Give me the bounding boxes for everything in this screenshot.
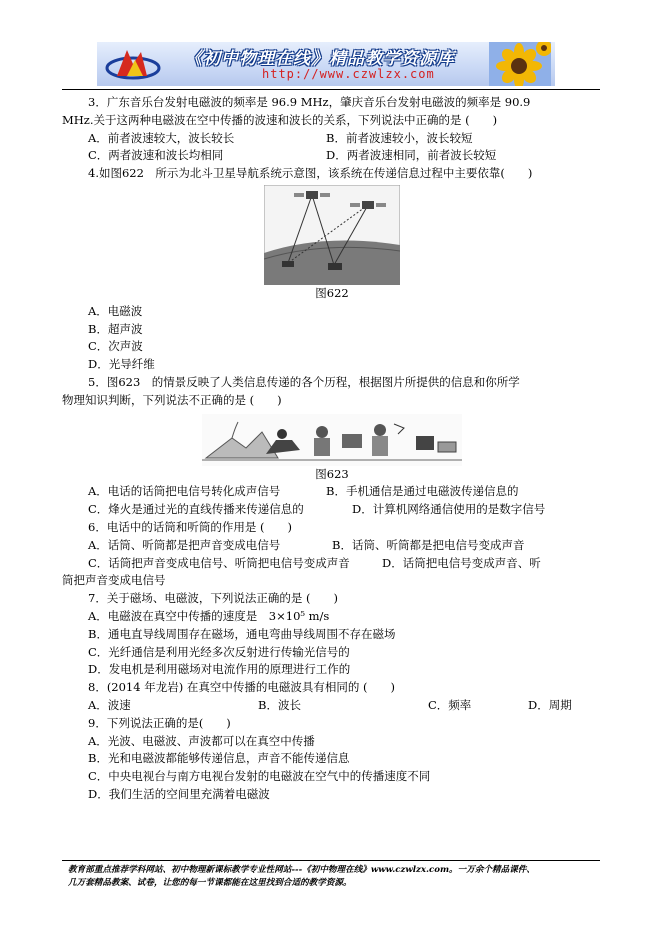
q4-option-a: A．电磁波 [88, 303, 143, 318]
sunflower-icon [489, 42, 551, 86]
q5-options-ab [62, 483, 602, 501]
q7-stem: 7．关于磁场、电磁波，下列说法正确的是 ( ) [88, 591, 338, 606]
q5-option-b: B．手机通信是通过电磁波传递信息的 [326, 484, 519, 499]
q8-stem: 8．(2014 年龙岩) 在真空中传播的电磁波具有相同的 ( ) [88, 680, 395, 695]
questions-body [62, 94, 602, 804]
q5-line1: 5．图623 的情景反映了人类信息传递的各个历程，根据图片所提供的信息和你所学 [88, 374, 520, 389]
q6-option-d-part2: 筒把声音变成电信号 [62, 573, 166, 588]
q7-option-b: B．通电直导线周围存在磁场，通电弯曲导线周围不存在磁场 [88, 626, 396, 641]
banner-title: 《初中物理在线》精品教学资源库 [185, 49, 455, 69]
q3-option-d: D．两者波速相同，前者波长较短 [326, 148, 497, 163]
communication-history-image [202, 414, 462, 466]
q4-stem: 4.如图622 所示为北斗卫星导航系统示意图，该系统在传递信息过程中主要依靠( ) [88, 166, 533, 181]
q6-option-d-part1: D．话筒把电信号变成声音、听 [382, 555, 541, 570]
q6-stem: 6．电话中的话筒和听筒的作用是 ( ) [88, 519, 292, 534]
q3-option-c: C．两者波速和波长均相同 [88, 148, 224, 163]
q5-option-c: C．烽火是通过光的直线传播来传递信息的 [88, 502, 304, 517]
satellite-figure [264, 185, 400, 285]
q8-option-a: A．波速 [88, 697, 131, 712]
q4-option-b: B．超声波 [88, 321, 143, 336]
q6-option-a: A．话筒、听筒都是把声音变成电信号 [88, 537, 281, 552]
q6-option-b: B．话筒、听筒都是把电信号变成声音 [332, 537, 525, 552]
q6-options-ab [62, 537, 602, 555]
q5-option-a: A．电话的话筒把电信号转化成声信号 [88, 484, 281, 499]
q7-option-a: A．电磁波在真空中传播的速度是 3×10⁵ m/s [88, 608, 330, 623]
q4-option-d: D．光导纤维 [88, 357, 155, 372]
q8-option-b: B．波长 [258, 697, 301, 712]
q9-option-c: C．中央电视台与南方电视台发射的电磁波在空气中的传播速度不同 [88, 769, 431, 784]
footer-rule [62, 860, 600, 861]
q7-option-c: C．光纤通信是利用光经多次反射进行传输光信号的 [88, 644, 350, 659]
q5-line2: 物理知识判断，下列说法不正确的是 ( ) [62, 392, 282, 407]
footer-line2: 几万套精品教案、试卷，让您的每一节课都能在这里找到合适的教学资源。 [68, 878, 352, 888]
banner-url: http://www.czwlzx.com [262, 67, 435, 81]
q5-option-d: D．计算机网络通信使用的是数字信号 [352, 502, 546, 517]
communication-history-figure [202, 414, 462, 466]
q4-option-c: C．次声波 [88, 339, 143, 354]
q3-line2: MHz.关于这两种电磁波在空中传播的波速和波长的关系，下列说法中正确的是 ( ) [62, 112, 498, 127]
q3-options-ab [62, 130, 602, 148]
satellite-navigation-image [264, 185, 400, 285]
q9-option-b: B．光和电磁波都能够传递信息，声音不能传递信息 [88, 751, 350, 766]
q6-options-cd [62, 555, 602, 573]
q3-option-a: A．前者波速较大，波长较长 [88, 130, 235, 145]
q8-options [62, 697, 602, 715]
fig622-caption: 图622 [315, 285, 349, 300]
footer [68, 864, 596, 890]
q9-option-d: D．我们生活的空间里充满着电磁波 [88, 786, 270, 801]
header-banner [97, 42, 555, 86]
q8-option-c: C．频率 [428, 697, 472, 712]
q8-option-d: D．周期 [528, 697, 572, 712]
q7-option-d: D．发电机是利用磁场对电流作用的原理进行工作的 [88, 662, 351, 677]
fig623-caption: 图623 [315, 466, 349, 481]
site-logo-icon [103, 46, 163, 82]
q3-options-cd [62, 147, 602, 165]
header-rule [62, 89, 600, 90]
q3-option-b: B．前者波速较小，波长较短 [326, 130, 473, 145]
q6-option-c: C．话筒把声音变成电信号、听筒把电信号变成声音 [88, 555, 350, 570]
q9-stem: 9．下列说法正确的是( ) [88, 715, 231, 730]
q9-option-a: A．光波、电磁波、声波都可以在真空中传播 [88, 733, 315, 748]
q5-options-cd [62, 501, 602, 519]
q3-line1: 3．广东音乐台发射电磁波的频率是 96.9 MHz，肇庆音乐台发射电磁波的频率是 90.9 [88, 95, 531, 109]
footer-line1: 教育部重点推荐学科网站、初中物理新课标教学专业性网站---《初中物理在线》www.czwlzx.com。一万余个精品课件、 [68, 865, 535, 875]
